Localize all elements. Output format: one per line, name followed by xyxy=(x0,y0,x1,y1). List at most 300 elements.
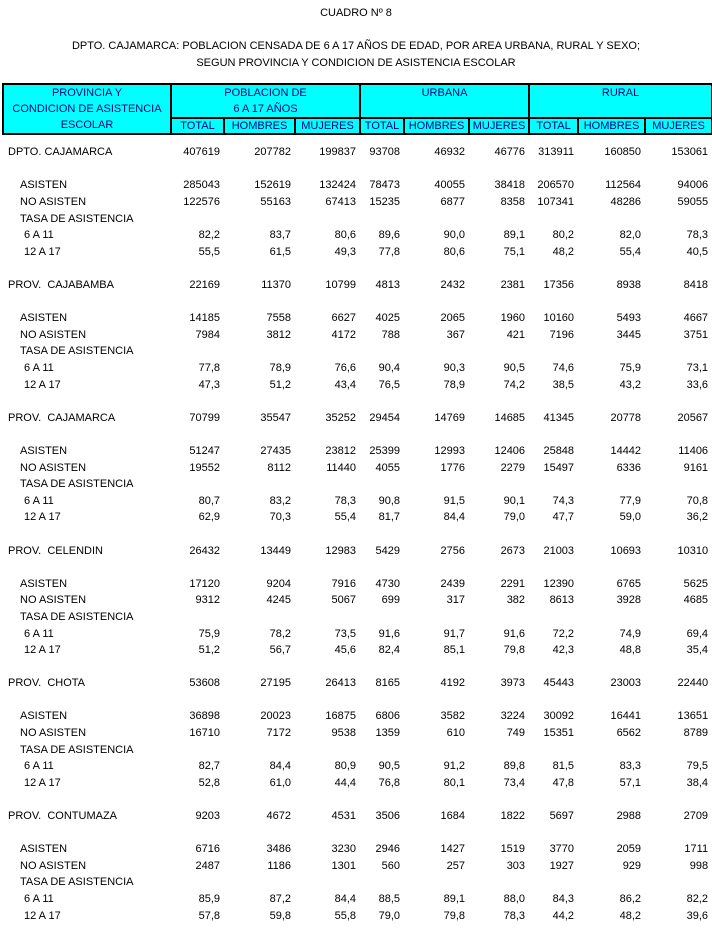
table-row xyxy=(3,841,712,858)
row-label: PROV. CAJABAMBA xyxy=(8,279,114,292)
header-urbana-mujeres: MUJERES xyxy=(469,118,529,134)
cell-value: 7172 xyxy=(266,727,291,740)
cell-value: 55,4 xyxy=(619,245,642,258)
cell-value: 79,5 xyxy=(686,760,709,773)
cell-value: 12983 xyxy=(325,544,357,557)
cell-value: 61,5 xyxy=(269,245,291,258)
cell-value xyxy=(171,874,224,891)
cell-value: 80,6 xyxy=(443,245,466,258)
cell-value: 88,0 xyxy=(503,893,526,906)
cell-value xyxy=(529,609,578,626)
header-poblacion-mujeres: MUJERES xyxy=(295,118,360,134)
cell-value: 81,7 xyxy=(378,511,401,524)
cell-value: 73,5 xyxy=(334,627,357,640)
row-label: TASA DE ASISTENCIA xyxy=(20,478,134,491)
cell-value xyxy=(469,741,529,758)
row-label: 12 A 17 xyxy=(24,245,61,258)
cell-value: 2709 xyxy=(683,810,709,823)
cell-value: 112564 xyxy=(605,179,642,192)
row-label: ASISTEN xyxy=(20,843,68,856)
cell-value: 2059 xyxy=(616,843,642,856)
table-row xyxy=(3,144,712,161)
cell-value xyxy=(360,609,404,626)
cell-value: 79,8 xyxy=(443,909,466,922)
cell-value: 91,2 xyxy=(443,760,466,773)
spacer-cell xyxy=(3,260,712,277)
cell-value: 285043 xyxy=(183,179,220,192)
cell-value xyxy=(578,343,645,360)
table-row xyxy=(3,476,712,493)
cell-value: 122576 xyxy=(183,196,220,209)
cell-value: 407619 xyxy=(183,146,220,159)
row-label: ASISTEN xyxy=(20,577,68,590)
cell-value: 70799 xyxy=(189,411,220,424)
cell-value xyxy=(404,874,469,891)
cell-value xyxy=(360,874,404,891)
cell-value: 77,8 xyxy=(198,362,220,375)
cell-value: 2988 xyxy=(616,810,642,823)
spacer-row xyxy=(3,692,712,709)
cell-value: 78,9 xyxy=(443,378,466,391)
spacer-cell xyxy=(3,293,712,310)
cell-value xyxy=(171,609,224,626)
header-urbana-hombres: HOMBRES xyxy=(404,118,469,134)
cell-value: 48,2 xyxy=(552,245,575,258)
cell-value: 84,4 xyxy=(443,511,466,524)
cell-value xyxy=(529,476,578,493)
cell-value xyxy=(171,343,224,360)
cell-value: 80,9 xyxy=(334,760,357,773)
cell-value: 3973 xyxy=(500,677,526,690)
cell-value: 2381 xyxy=(500,279,526,292)
cell-value: 7558 xyxy=(266,312,291,325)
row-label: NO ASISTEN xyxy=(20,594,87,607)
cell-value: 55,8 xyxy=(334,909,357,922)
table-header xyxy=(3,84,712,134)
table-row xyxy=(3,310,712,327)
cell-value: 3486 xyxy=(266,843,291,856)
cell-value: 5625 xyxy=(683,577,709,590)
cell-value: 2487 xyxy=(195,859,220,872)
cell-value: 4685 xyxy=(683,594,709,607)
spacer-cell xyxy=(3,824,712,841)
cell-value: 94006 xyxy=(677,179,709,192)
cell-value: 15497 xyxy=(543,461,575,474)
cell-value: 45,6 xyxy=(334,644,357,657)
header-urbana-total: TOTAL xyxy=(360,118,404,134)
cell-value: 2279 xyxy=(500,461,526,474)
cell-value: 21003 xyxy=(543,544,575,557)
cell-value: 89,8 xyxy=(503,760,526,773)
cell-value: 7196 xyxy=(549,328,575,341)
row-label: NO ASISTEN xyxy=(20,328,87,341)
row-label: 6 A 11 xyxy=(24,494,54,507)
cell-value: 46932 xyxy=(434,146,466,159)
cell-value: 1927 xyxy=(549,859,575,872)
cell-value: 77,8 xyxy=(378,245,401,258)
cell-value: 610 xyxy=(446,727,466,740)
cell-value: 26432 xyxy=(189,544,220,557)
cell-value: 48286 xyxy=(610,196,642,209)
cell-value: 93708 xyxy=(369,146,401,159)
cell-value: 59,0 xyxy=(619,511,642,524)
cell-value: 19552 xyxy=(189,461,220,474)
cell-value xyxy=(645,609,712,626)
cell-value xyxy=(645,741,712,758)
cell-value: 5697 xyxy=(549,810,575,823)
cell-value: 45443 xyxy=(543,677,575,690)
cell-value: 3445 xyxy=(616,328,642,341)
spacer-cell xyxy=(3,791,712,808)
cell-value xyxy=(578,609,645,626)
cell-value xyxy=(469,210,529,227)
cell-value xyxy=(295,741,360,758)
row-label: 12 A 17 xyxy=(24,511,61,524)
cell-value: 47,8 xyxy=(552,776,575,789)
cell-value: 89,6 xyxy=(378,229,401,242)
spacer-row xyxy=(3,791,712,808)
cell-value: 76,8 xyxy=(378,776,401,789)
cell-value: 8789 xyxy=(683,727,709,740)
cell-value: 78,3 xyxy=(503,909,526,922)
cell-value xyxy=(529,874,578,891)
cell-value: 35547 xyxy=(260,411,291,424)
spacer-cell xyxy=(3,658,712,675)
header-rural-hombres: HOMBRES xyxy=(578,118,645,134)
cell-value: 80,7 xyxy=(198,494,220,507)
cell-value xyxy=(578,741,645,758)
cell-value: 12390 xyxy=(543,577,575,590)
cell-value: 90,8 xyxy=(378,494,401,507)
cell-value xyxy=(645,343,712,360)
cell-value: 929 xyxy=(622,859,642,872)
header-group-urbana: URBANA xyxy=(360,84,529,118)
cell-value: 1359 xyxy=(375,727,401,740)
cell-value: 107341 xyxy=(537,196,575,209)
population-table xyxy=(2,83,712,924)
cell-value: 1427 xyxy=(440,843,466,856)
table-row xyxy=(3,609,712,626)
row-label: 12 A 17 xyxy=(24,909,61,922)
cell-value: 55,4 xyxy=(334,511,357,524)
cell-value: 40,5 xyxy=(686,245,709,258)
table-row xyxy=(3,775,712,792)
cell-value: 10693 xyxy=(610,544,642,557)
cell-value: 9204 xyxy=(266,577,291,590)
row-label: TASA DE ASISTENCIA xyxy=(20,212,134,225)
spacer-row xyxy=(3,658,712,675)
row-label: TASA DE ASISTENCIA xyxy=(20,743,134,756)
cell-value: 4531 xyxy=(331,810,357,823)
cell-value: 20778 xyxy=(610,411,642,424)
cell-value: 40055 xyxy=(434,179,466,192)
cell-value: 70,8 xyxy=(686,494,709,507)
cell-value: 51,2 xyxy=(269,378,291,391)
table-row xyxy=(3,227,712,244)
table-row xyxy=(3,741,712,758)
table-body xyxy=(3,134,712,924)
cell-value xyxy=(404,741,469,758)
cell-value: 78,2 xyxy=(269,627,291,640)
row-label: TASA DE ASISTENCIA xyxy=(20,610,134,623)
cell-value: 2756 xyxy=(440,544,466,557)
cell-value xyxy=(360,476,404,493)
cell-value: 16441 xyxy=(610,710,642,723)
table-row xyxy=(3,343,712,360)
cell-value: 78473 xyxy=(369,179,401,192)
cell-value: 788 xyxy=(381,328,401,341)
spacer-row xyxy=(3,559,712,576)
cell-value: 15235 xyxy=(369,196,401,209)
table-row xyxy=(3,443,712,460)
row-label: ASISTEN xyxy=(20,179,68,192)
subtitle-line-2: SEGUN PROVINCIA Y CONDICION DE ASISTENCIA ESCOLAR xyxy=(196,57,516,69)
header-rural-mujeres: MUJERES xyxy=(645,118,712,134)
cell-value xyxy=(578,210,645,227)
cell-value: 83,3 xyxy=(619,760,642,773)
cell-value: 75,9 xyxy=(619,362,642,375)
cell-value: 4672 xyxy=(266,810,291,823)
cell-value: 3770 xyxy=(549,843,575,856)
table-row xyxy=(3,725,712,742)
cell-value: 749 xyxy=(506,727,526,740)
table-row xyxy=(3,808,712,825)
row-label: 12 A 17 xyxy=(24,776,61,789)
cell-value: 38418 xyxy=(494,179,526,192)
cell-value: 3224 xyxy=(500,710,526,723)
cell-value: 4192 xyxy=(440,677,466,690)
cell-value: 8112 xyxy=(267,461,291,474)
cell-value: 91,6 xyxy=(378,627,401,640)
cell-value: 47,7 xyxy=(552,511,575,524)
cell-value: 1684 xyxy=(440,810,466,823)
cell-value: 303 xyxy=(506,859,526,872)
cell-value: 85,1 xyxy=(443,644,466,657)
table-row xyxy=(3,244,712,261)
cell-value: 70,3 xyxy=(269,511,291,524)
cell-value xyxy=(469,343,529,360)
table-row xyxy=(3,708,712,725)
cell-value: 1301 xyxy=(331,859,357,872)
cell-value: 3751 xyxy=(683,328,709,341)
cell-value: 87,2 xyxy=(269,893,291,906)
table-row xyxy=(3,194,712,211)
cell-value: 160850 xyxy=(604,146,642,159)
cell-value: 10799 xyxy=(325,279,357,292)
cell-value: 1822 xyxy=(500,810,526,823)
cell-value: 6806 xyxy=(375,710,401,723)
spacer-row xyxy=(3,293,712,310)
cell-value: 8938 xyxy=(616,279,642,292)
spacer-cell xyxy=(3,526,712,543)
table-row xyxy=(3,376,712,393)
cell-value: 74,9 xyxy=(619,627,642,640)
cell-value: 1711 xyxy=(684,843,709,856)
cell-value: 33,6 xyxy=(686,378,709,391)
cell-value: 90,3 xyxy=(443,362,466,375)
cell-value: 39,6 xyxy=(686,909,709,922)
cell-value: 560 xyxy=(381,859,401,872)
cell-value: 48,8 xyxy=(619,644,642,657)
header-group-row xyxy=(3,84,712,118)
cell-value: 22169 xyxy=(189,279,220,292)
cell-value xyxy=(295,476,360,493)
cell-value: 57,1 xyxy=(619,776,642,789)
cell-value: 4172 xyxy=(331,328,357,341)
cell-value: 80,1 xyxy=(443,776,466,789)
table-row xyxy=(3,509,712,526)
cell-value: 84,3 xyxy=(552,893,575,906)
cell-value: 4667 xyxy=(683,312,709,325)
cell-value: 313911 xyxy=(538,146,575,159)
cell-value: 25399 xyxy=(369,444,401,457)
cell-value: 90,1 xyxy=(503,494,526,507)
spacer-cell xyxy=(3,426,712,443)
cell-value: 76,5 xyxy=(378,378,401,391)
cell-value xyxy=(645,476,712,493)
cell-value: 199837 xyxy=(319,146,357,159)
cell-value xyxy=(529,210,578,227)
cell-value: 699 xyxy=(381,594,401,607)
cell-value: 6716 xyxy=(195,843,220,856)
cell-value: 49,3 xyxy=(334,245,357,258)
table-row xyxy=(3,592,712,609)
cell-value: 73,4 xyxy=(503,776,526,789)
table-row xyxy=(3,575,712,592)
cell-value: 75,1 xyxy=(503,245,526,258)
cell-value xyxy=(469,874,529,891)
cell-value: 55163 xyxy=(260,196,291,209)
cell-value: 4055 xyxy=(375,461,401,474)
spacer-row xyxy=(3,393,712,410)
cell-value: 3928 xyxy=(616,594,642,607)
cell-value: 67413 xyxy=(325,196,357,209)
cell-value: 257 xyxy=(446,859,466,872)
cell-value: 51247 xyxy=(189,444,220,457)
cell-value: 10310 xyxy=(677,544,709,557)
cell-value: 84,4 xyxy=(334,893,357,906)
cell-value: 62,9 xyxy=(198,511,220,524)
row-label: DPTO. CAJAMARCA xyxy=(8,146,113,159)
cell-value: 17356 xyxy=(543,279,575,292)
cell-value xyxy=(295,609,360,626)
cell-value: 9203 xyxy=(195,810,220,823)
row-label: ASISTEN xyxy=(20,312,68,325)
row-label: 12 A 17 xyxy=(24,378,61,391)
table-row xyxy=(3,874,712,891)
cell-value: 23003 xyxy=(610,677,642,690)
cell-value xyxy=(645,874,712,891)
table-row xyxy=(3,675,712,692)
cell-value: 90,5 xyxy=(503,362,526,375)
spacer-row xyxy=(3,260,712,277)
table-row xyxy=(3,360,712,377)
cell-value: 82,0 xyxy=(619,229,642,242)
cell-value: 13449 xyxy=(260,544,291,557)
cell-value: 41345 xyxy=(543,411,575,424)
cell-value: 57,8 xyxy=(198,909,220,922)
header-poblacion-hombres: HOMBRES xyxy=(224,118,295,134)
cell-value: 56,7 xyxy=(269,644,291,657)
cell-value: 9312 xyxy=(195,594,220,607)
row-label: PROV. CELENDIN xyxy=(8,544,103,557)
spacer-cell xyxy=(3,692,712,709)
cell-value xyxy=(171,210,224,227)
spacer-row xyxy=(3,426,712,443)
cell-value: 2673 xyxy=(500,544,526,557)
cell-value: 382 xyxy=(506,594,526,607)
row-label: 12 A 17 xyxy=(24,644,61,657)
cell-value: 78,3 xyxy=(334,494,357,507)
row-label: 6 A 11 xyxy=(24,893,54,906)
cell-value xyxy=(404,210,469,227)
cell-value xyxy=(295,210,360,227)
cell-value: 8418 xyxy=(683,279,709,292)
cell-value xyxy=(360,343,404,360)
row-label: NO ASISTEN xyxy=(20,727,87,740)
cell-value: 14442 xyxy=(610,444,642,457)
cell-value: 7916 xyxy=(331,577,357,590)
cell-value: 79,0 xyxy=(378,909,401,922)
cell-value: 6562 xyxy=(616,727,642,740)
cell-value: 84,4 xyxy=(269,760,291,773)
cell-value: 52,8 xyxy=(198,776,220,789)
cell-value xyxy=(224,741,295,758)
row-label: NO ASISTEN xyxy=(20,859,87,872)
cell-value: 82,2 xyxy=(198,229,220,242)
cell-value: 75,9 xyxy=(198,627,220,640)
cell-value: 20023 xyxy=(260,710,291,723)
cell-value: 89,1 xyxy=(443,893,466,906)
cell-value: 3812 xyxy=(266,328,291,341)
cell-value: 76,6 xyxy=(334,362,357,375)
cell-value: 90,5 xyxy=(378,760,401,773)
cell-value: 5067 xyxy=(331,594,357,607)
cell-value: 1519 xyxy=(500,843,526,856)
cell-value: 36898 xyxy=(189,710,220,723)
cell-value: 25848 xyxy=(543,444,575,457)
cell-value: 4025 xyxy=(375,312,401,325)
cell-value: 78,9 xyxy=(269,362,291,375)
cell-value: 2946 xyxy=(375,843,401,856)
cell-value: 5493 xyxy=(616,312,642,325)
cell-value: 4730 xyxy=(375,577,401,590)
cell-value: 27435 xyxy=(260,444,291,457)
header-poblacion-total: TOTAL xyxy=(171,118,224,134)
cell-value xyxy=(224,210,295,227)
row-label: TASA DE ASISTENCIA xyxy=(20,345,134,358)
cell-value xyxy=(645,210,712,227)
cell-value: 1960 xyxy=(500,312,526,325)
header-group-poblacion: POBLACION DE 6 A 17 AÑOS xyxy=(171,84,360,118)
spacer-cell xyxy=(3,161,712,178)
cell-value: 152619 xyxy=(254,179,291,192)
cell-value: 72,2 xyxy=(552,627,575,640)
cell-value: 153061 xyxy=(671,146,709,159)
cell-value: 17120 xyxy=(189,577,220,590)
row-label: 6 A 11 xyxy=(24,760,54,773)
cell-value: 86,2 xyxy=(619,893,642,906)
row-label: NO ASISTEN xyxy=(20,196,87,209)
cell-value: 3230 xyxy=(331,843,357,856)
cell-value: 1776 xyxy=(440,461,466,474)
cell-value: 16710 xyxy=(189,727,220,740)
cell-value xyxy=(224,609,295,626)
row-label: 6 A 11 xyxy=(24,229,54,242)
subtitle-line-1: DPTO. CAJAMARCA: POBLACION CENSADA DE 6 A 17 AÑOS DE EDAD, POR AREA URBANA, RURAL Y SEXO; xyxy=(71,40,641,52)
row-label: PROV. CONTUMAZA xyxy=(8,810,117,823)
cell-value: 61,0 xyxy=(269,776,291,789)
